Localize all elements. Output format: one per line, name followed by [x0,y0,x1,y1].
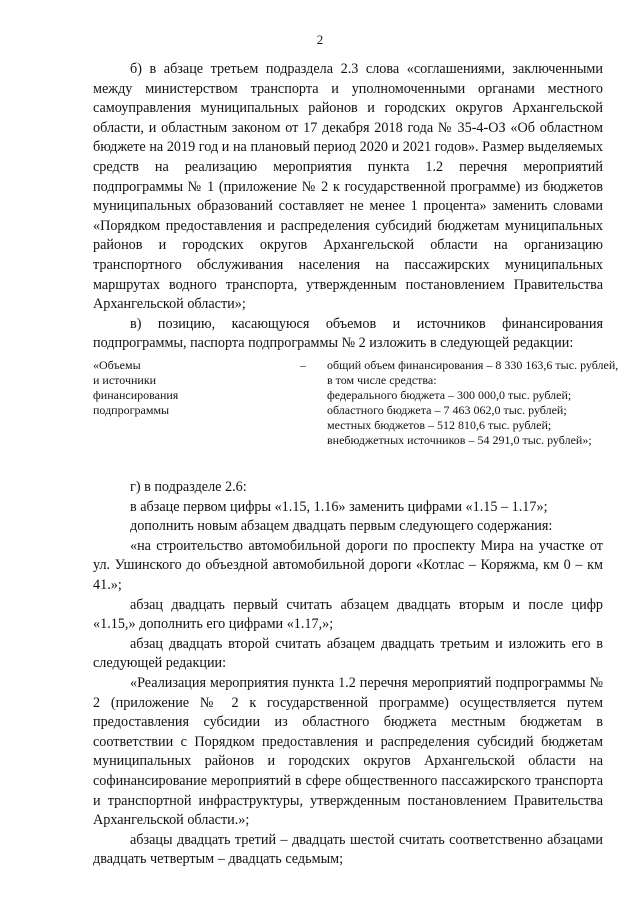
paragraph-add-new: дополнить новым абзацем двадцать первым следующего содержания: [130,518,553,535]
passport-label [93,358,213,418]
paragraph-renumber-22: абзац двадцать второй считать абзацем двадцать третьим и изложить его в следующей редакции: [93,635,603,672]
financing-extrabudgetary: внебюджетных источников – 54 291,0 тыс. рублей»; [327,433,592,447]
passport-label-line: и источники [93,373,157,387]
paragraph-road-construction: «на строительство автомобильной дороги по проспекту Мира на участке от ул. Ушинского до объездной автомобильной дороги «Котлас – Коряжма, км 0 – км 41.»; [93,537,603,593]
financing-sources-intro: в том числе средства: [327,373,437,387]
paragraph-renumber-21: абзац двадцать первый считать абзацем двадцать вторым и после цифр «1.15,» дополнить его цифрами «1.17,»; [93,596,603,633]
paragraph-implementation: «Реализация мероприятия пункта 1.2 перечня мероприятий подпрограммы № 2 (приложение № 2 к государственной программе) осуществляется путем предоставления субсидии из областного бюджета местным бюджетам в соответствии с Порядком предоставления и распределения субсидий бюджетам муниципальных районов и городских округов Архангельской области на софинансирование мероприятий в сфере общественного пассажирского транспорта и транспортной инфраструктуры, утвержденным постановлением Правительства Архангельской области.»; [93,674,603,829]
financing-total: общий объем финансирования – 8 330 163,6 тыс. рублей, [327,358,619,372]
amendment-text-upper [93,60,603,354]
financing-local: местных бюджетов – 512 810,6 тыс. рублей; [327,418,552,432]
page-number: 2 [316,32,324,47]
financing-federal: федерального бюджета – 300 000,0 тыс. рублей; [327,388,572,402]
paragraph-renumber-23-26: абзацы двадцать третий – двадцать шестой считать соответственно абзацами двадцать четвертым – двадцать седьмым; [93,831,603,868]
passport-label-line: финансирования [93,388,179,402]
paragraph-b: б) в абзаце третьем подраздела 2.3 слова «соглашениями, заключенными между министерством транспорта и уполномоченными органами местного самоуправления муниципальных районов и городских округов Архангельской области, и областным законом от 17 декабря 2018 года № 35-4-ОЗ «Об областном бюджете на 2019 год и на плановый период 2020 и 2021 годов». Размер выделяемых средств на реализацию мероприятия пункта 1.2 перечня мероприятий подпрограммы № 1 (приложение № 2 к государственной программе) из бюджетов муниципальных образований составляет не менее 1 процента» заменить словами «Порядком предоставления и распределения субсидий бюджетам муниципальных районов и городских округов Архангельской области на организацию транспортного обслуживания населения на пассажирских муниципальных маршрутах водного транспорта, утвержденным постановлением Правительства Архангельской области»; [93,61,603,313]
passport-dash: – [300,358,306,372]
passport-values [327,358,617,448]
amendment-text-lower [93,478,603,870]
paragraph-v: в) позицию, касающуюся объемов и источников финансирования подпрограммы, паспорта подпрограммы № 2 изложить в следующей редакции: [93,315,603,352]
financing-passport-table [93,358,619,458]
financing-regional: областного бюджета – 7 463 062,0 тыс. рублей; [327,403,567,417]
passport-label-line: «Объемы [93,358,141,372]
paragraph-first-abzac: в абзаце первом цифры «1.15, 1.16» заменить цифрами «1.15 – 1.17»; [130,498,548,515]
paragraph-g: г) в подразделе 2.6: [130,479,247,495]
passport-label-line: подпрограммы [93,403,170,417]
